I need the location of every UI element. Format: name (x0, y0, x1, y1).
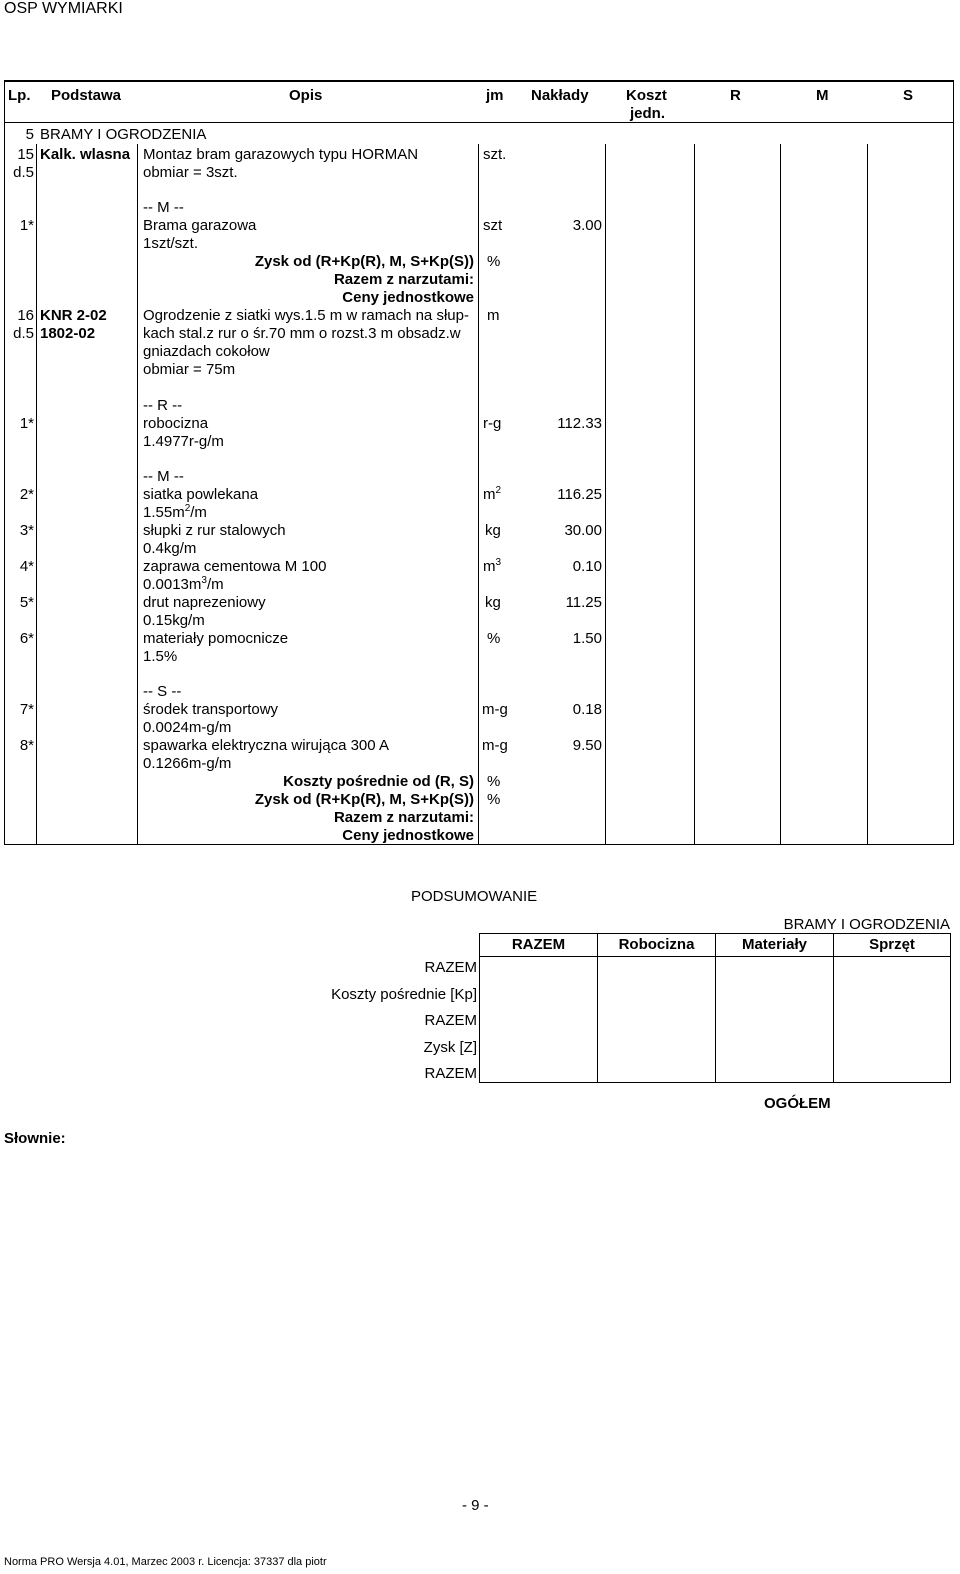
item-qty: 116.25 (557, 486, 602, 503)
item-jm-exponent: 3 (495, 557, 502, 568)
summary-col-razem: RAZEM (511, 936, 566, 953)
item-name: siatka powlekana (143, 486, 259, 503)
item-qty: 0.18 (572, 701, 602, 718)
item-name: zaprawa cementowa M 100 (143, 558, 327, 575)
position-podstawa-code: 1802-02 (40, 325, 96, 342)
item-qty: 11.25 (565, 594, 602, 611)
group-r-heading: -- R -- (143, 397, 183, 414)
item-lp: 7* (19, 701, 34, 718)
item-lp: 1* (19, 217, 34, 234)
item-jm-unit: m (483, 558, 496, 575)
item-jm: m-g (482, 701, 508, 718)
document-title: OSP WYMIARKI (4, 0, 123, 17)
item-norm-unit: /m (206, 576, 224, 593)
item-qty: 9.50 (572, 737, 602, 754)
summary-row-razem: RAZEM (424, 1065, 477, 1082)
item-norm (143, 504, 207, 522)
item-norm-value: 0.0013m (143, 576, 202, 593)
position-lp: 16 (17, 307, 34, 324)
item-lp: 2* (19, 486, 34, 503)
item-lp: 6* (19, 630, 34, 647)
position-opis: Ogrodzenie z siatki wys.1.5 m w ramach na słup- (143, 307, 469, 324)
item-name: Brama garazowa (143, 217, 257, 234)
item-norm: 0.0024m-g/m (143, 719, 232, 736)
position-podstawa: KNR 2-02 (40, 307, 107, 324)
item-qty: 3.00 (572, 217, 602, 234)
summary-total-label: OGÓŁEM (764, 1095, 831, 1112)
item-norm: 0.1266m-g/m (143, 755, 232, 772)
header-koszt-jedn: jedn. (630, 105, 666, 122)
position-obmiar: obmiar = 75m (143, 361, 236, 378)
item-jm-unit: m (483, 486, 496, 503)
position-opis: Montaz bram garazowych typu HORMAN (143, 146, 419, 163)
header-opis: Opis (289, 87, 323, 104)
summary-ceny: Ceny jednostkowe (342, 289, 474, 306)
summary-zysk-jm: % (487, 791, 501, 808)
item-norm-exponent: 2 (184, 503, 191, 514)
position-jm: szt. (483, 146, 507, 163)
summary-col-materialy: Materiały (741, 936, 808, 953)
item-norm-value: 1.55m (143, 504, 185, 521)
summary-koszty-posrednie: Koszty pośrednie od (R, S) (283, 773, 474, 790)
footer-text: Norma PRO Wersja 4.01, Marzec 2003 r. Licencja: 37337 dla piotr (4, 1556, 327, 1568)
item-norm: 0.15kg/m (143, 612, 205, 629)
summary-zysk-jm: % (487, 253, 501, 270)
header-koszt: Koszt (626, 87, 667, 104)
group-m-heading: -- M -- (143, 468, 184, 485)
item-name: robocizna (143, 415, 209, 432)
summary-razem: Razem z narzutami: (333, 809, 474, 826)
summary-title: PODSUMOWANIE (411, 888, 538, 905)
item-norm: 1.4977r-g/m (143, 433, 224, 450)
item-lp: 4* (19, 558, 34, 575)
summary-koszty-posrednie-jm: % (487, 773, 501, 790)
item-norm-unit: /m (190, 504, 207, 521)
item-jm (483, 558, 501, 576)
position-lp: 15 (17, 146, 34, 163)
item-jm: m-g (482, 737, 508, 754)
item-lp: 1* (19, 415, 34, 432)
position-podstawa: Kalk. wlasna (40, 146, 131, 163)
summary-row-razem: RAZEM (424, 959, 477, 976)
item-name: drut naprezeniowy (143, 594, 266, 611)
summary-zysk: Zysk od (R+Kp(R), M, S+Kp(S)) (254, 791, 474, 808)
summary-section-name: BRAMY I OGRODZENIA (783, 916, 950, 933)
summary-row-koszty-posrednie: Koszty pośrednie [Kp] (331, 986, 477, 1003)
section-number: 5 (25, 126, 34, 143)
position-obmiar: obmiar = 3szt. (143, 164, 238, 181)
item-jm: kg (485, 522, 501, 539)
summary-razem: Razem z narzutami: (333, 271, 474, 288)
item-jm: r-g (483, 415, 502, 432)
item-jm: szt (483, 217, 503, 234)
group-m-heading: -- M -- (143, 199, 184, 216)
item-name: spawarka elektryczna wirująca 300 A (143, 737, 389, 754)
position-jm: m (487, 307, 500, 324)
header-r: R (730, 87, 741, 104)
item-name: materiały pomocnicze (143, 630, 289, 647)
item-qty: 1.50 (572, 630, 602, 647)
section-title: BRAMY I OGRODZENIA (40, 126, 207, 143)
header-jm: jm (486, 87, 504, 104)
item-norm: 0.4kg/m (143, 540, 197, 557)
item-name: słupki z rur stalowych (143, 522, 286, 539)
header-naklady: Nakłady (531, 87, 589, 104)
summary-col-robocizna: Robocizna (618, 936, 695, 953)
item-lp: 3* (19, 522, 34, 539)
position-lp-ref: d.5 (13, 164, 34, 181)
item-jm: kg (485, 594, 501, 611)
header-lp: Lp. (8, 87, 31, 104)
item-jm-exponent: 2 (495, 485, 502, 496)
item-name: środek transportowy (143, 701, 279, 718)
header-s: S (903, 87, 914, 104)
item-norm (143, 576, 224, 594)
position-opis-line3: gniazdach cokołow (143, 343, 270, 360)
item-qty: 30.00 (564, 522, 602, 539)
summary-col-sprzet: Sprzęt (869, 936, 915, 953)
summary-row-razem: RAZEM (424, 1012, 477, 1029)
header-m: M (816, 87, 829, 104)
group-s-heading: -- S -- (143, 683, 182, 700)
page-number: - 9 - (462, 1497, 489, 1514)
summary-ceny: Ceny jednostkowe (342, 827, 474, 844)
summary-row-zysk: Zysk [Z] (423, 1039, 477, 1056)
position-opis-line2: kach stal.z rur o śr.70 mm o rozst.3 m obsadz.w (143, 325, 461, 342)
item-lp: 8* (19, 737, 34, 754)
item-jm (483, 486, 501, 504)
item-jm: % (487, 630, 501, 647)
item-norm-exponent: 3 (201, 575, 207, 586)
item-qty: 112.33 (557, 415, 602, 432)
header-podstawa: Podstawa (51, 87, 122, 104)
item-norm: 1.5% (143, 648, 178, 665)
position-lp-ref: d.5 (13, 325, 34, 342)
item-lp: 5* (19, 594, 34, 611)
item-norm: 1szt/szt. (143, 235, 199, 252)
slownie-label: Słownie: (4, 1130, 66, 1147)
summary-zysk: Zysk od (R+Kp(R), M, S+Kp(S)) (254, 253, 474, 270)
item-qty: 0.10 (572, 558, 602, 575)
